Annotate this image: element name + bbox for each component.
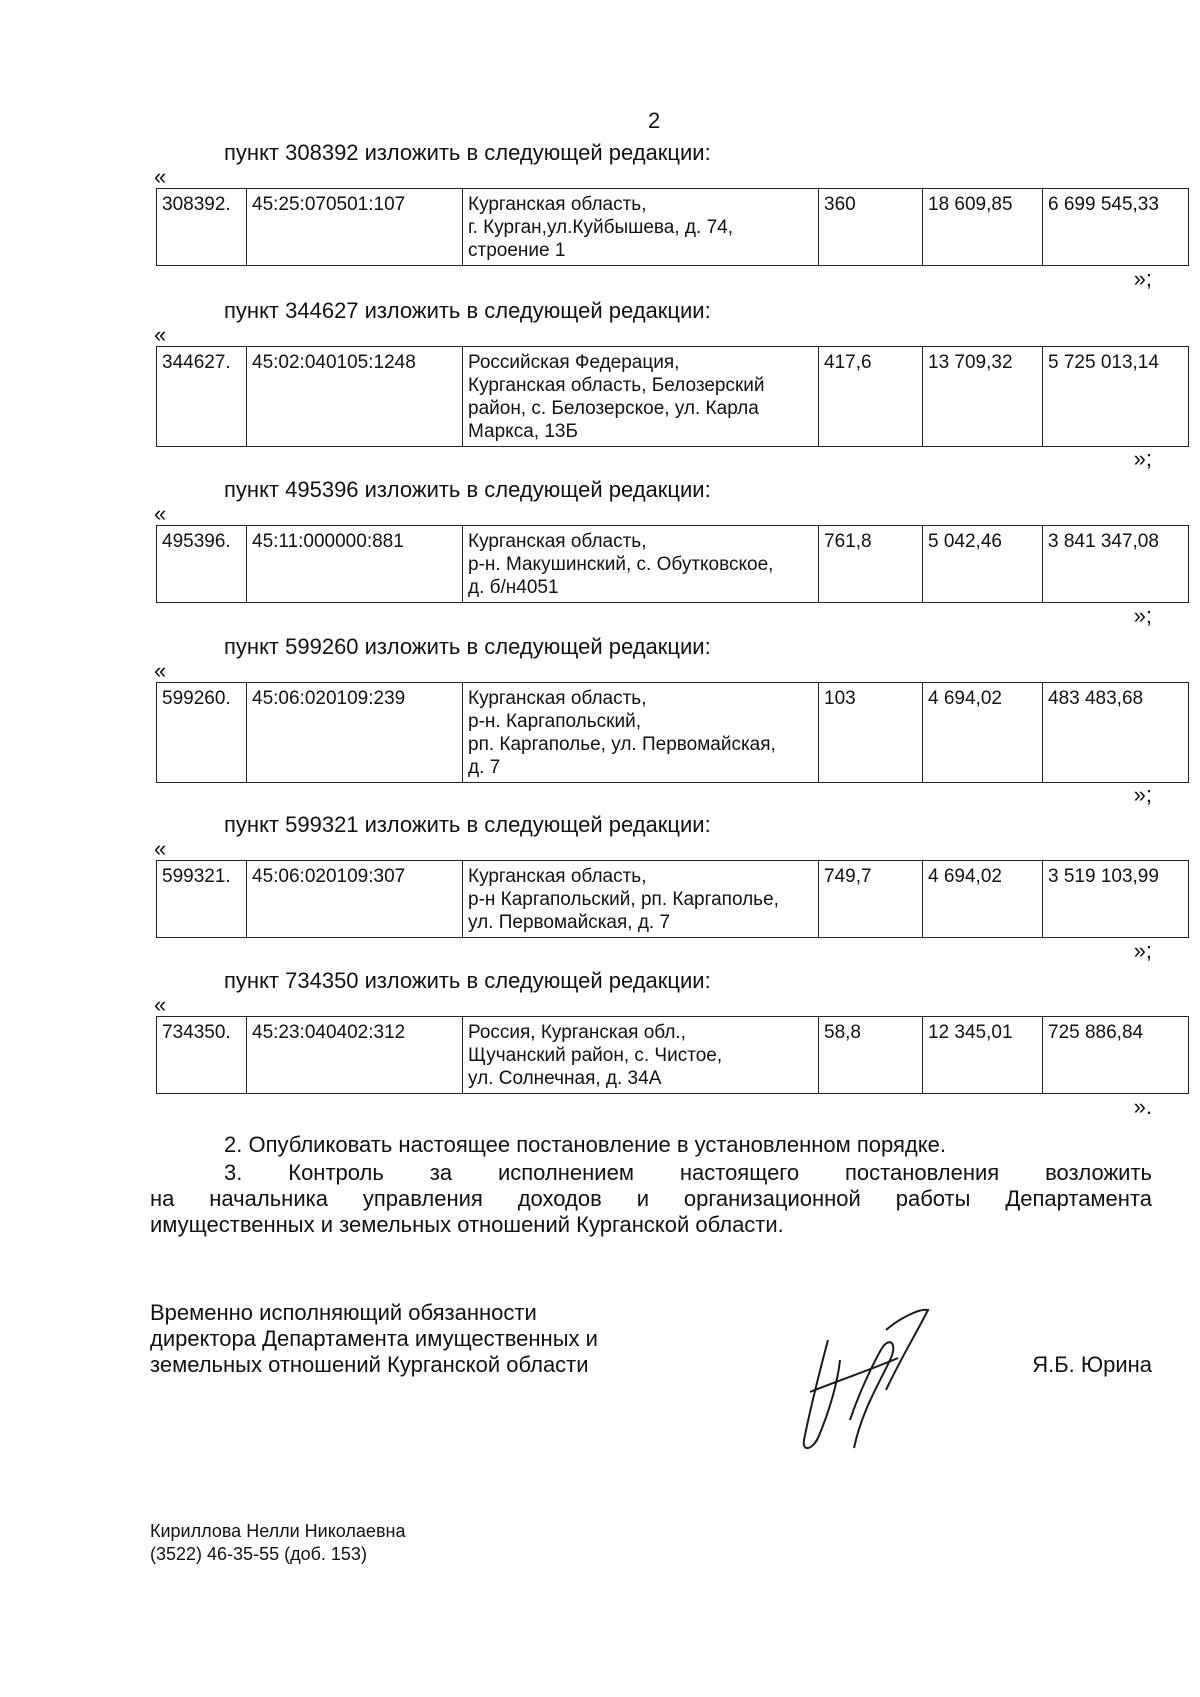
cadastral-value-cell: 6 699 545,33 — [1043, 189, 1189, 266]
open-quote: « — [154, 836, 167, 861]
table-row — [157, 861, 1189, 938]
handwritten-signature — [790, 1300, 950, 1460]
item-number-cell: 308392. — [157, 189, 247, 266]
item-number-cell: 495396. — [157, 526, 247, 603]
table-row — [157, 347, 1189, 447]
item-heading: пункт 495396 изложить в следующей редакции: — [224, 477, 711, 502]
clause-3-line-1: 3. Контроль за исполнением настоящего постановления возложить — [224, 1160, 1152, 1185]
address-line: район, с. Белозерское, ул. Карла — [468, 398, 759, 419]
area-cell: 749,7 — [819, 861, 923, 938]
area-cell: 417,6 — [819, 347, 923, 447]
clause-3-line-2: на начальника управления доходов и организационной работы Департамента — [150, 1186, 1152, 1211]
area-cell: 58,8 — [819, 1017, 923, 1094]
entry-table — [156, 346, 1189, 447]
table-row — [157, 1017, 1189, 1094]
specific-value-cell: 18 609,85 — [923, 189, 1043, 266]
close-quote: ». — [1133, 1094, 1152, 1119]
open-quote: « — [154, 322, 167, 347]
clause-2: 2. Опубликовать настоящее постановление в установленном порядке. — [224, 1132, 946, 1157]
entry-table — [156, 860, 1189, 938]
address-line: Россия, Курганская обл., — [468, 1022, 686, 1043]
item-number-cell: 734350. — [157, 1017, 247, 1094]
area-cell: 360 — [819, 189, 923, 266]
close-quote: »; — [1133, 603, 1152, 628]
address-line: ул. Первомайская, д. 7 — [468, 912, 671, 933]
specific-value-cell: 13 709,32 — [923, 347, 1043, 447]
table-row — [157, 683, 1189, 783]
entry-table — [156, 525, 1189, 603]
address-cell — [463, 189, 819, 266]
executor-phone: (3522) 46-35-55 (доб. 153) — [150, 1544, 367, 1564]
address-line: Курганская область, Белозерский — [468, 375, 765, 396]
item-number-cell: 599321. — [157, 861, 247, 938]
address-cell — [463, 526, 819, 603]
cadastral-value-cell: 483 483,68 — [1043, 683, 1189, 783]
entry-table — [156, 188, 1189, 266]
item-heading: пункт 344627 изложить в следующей редакции: — [224, 298, 711, 323]
cadastral-number-cell: 45:02:040105:1248 — [247, 347, 463, 447]
open-quote: « — [154, 164, 167, 189]
position-line-3: земельных отношений Курганской области — [150, 1352, 589, 1377]
item-number-cell: 344627. — [157, 347, 247, 447]
item-heading: пункт 308392 изложить в следующей редакции: — [224, 140, 711, 165]
area-cell: 103 — [819, 683, 923, 783]
table-row — [157, 189, 1189, 266]
item-heading: пункт 599321 изложить в следующей редакции: — [224, 812, 711, 837]
cadastral-number-cell: 45:11:000000:881 — [247, 526, 463, 603]
position-line-1: Временно исполняющий обязанности — [150, 1300, 537, 1325]
executor-info — [150, 1520, 405, 1566]
address-cell — [463, 1017, 819, 1094]
position-line-2: директора Департамента имущественных и — [150, 1326, 598, 1351]
address-line: р-н. Каргапольский, — [468, 711, 641, 732]
item-heading: пункт 734350 изложить в следующей редакции: — [224, 968, 711, 993]
address-line: г. Курган,ул.Куйбышева, д. 74, — [468, 217, 733, 238]
specific-value-cell: 12 345,01 — [923, 1017, 1043, 1094]
address-line: ул. Солнечная, д. 34А — [468, 1068, 662, 1089]
cadastral-value-cell: 3 841 347,08 — [1043, 526, 1189, 603]
address-cell — [463, 861, 819, 938]
address-line: р-н Каргапольский, рп. Каргаполье, — [468, 889, 779, 910]
address-line: Курганская область, — [468, 866, 647, 887]
address-cell — [463, 347, 819, 447]
specific-value-cell: 4 694,02 — [923, 861, 1043, 938]
address-line: р-н. Макушинский, с. Обутковское, — [468, 554, 774, 575]
table-row — [157, 526, 1189, 603]
open-quote: « — [154, 501, 167, 526]
address-line: Щучанский район, с. Чистое, — [468, 1045, 723, 1066]
open-quote: « — [154, 992, 167, 1017]
close-quote: »; — [1133, 266, 1152, 291]
entry-table — [156, 1016, 1189, 1094]
cadastral-number-cell: 45:25:070501:107 — [247, 189, 463, 266]
entry-table — [156, 682, 1189, 783]
open-quote: « — [154, 658, 167, 683]
address-line: рп. Каргаполье, ул. Первомайская, — [468, 734, 776, 755]
signatory-position — [150, 1300, 598, 1378]
cadastral-number-cell: 45:06:020109:239 — [247, 683, 463, 783]
address-line: Маркса, 13Б — [468, 421, 578, 442]
cadastral-value-cell: 5 725 013,14 — [1043, 347, 1189, 447]
close-quote: »; — [1133, 782, 1152, 807]
close-quote: »; — [1133, 446, 1152, 471]
cadastral-number-cell: 45:23:040402:312 — [247, 1017, 463, 1094]
address-cell — [463, 683, 819, 783]
cadastral-value-cell: 725 886,84 — [1043, 1017, 1189, 1094]
clause-3-line-3: имущественных и земельных отношений Курганской области. — [150, 1212, 784, 1237]
page-number: 2 — [648, 108, 661, 133]
address-line: Курганская область, — [468, 531, 647, 552]
item-heading: пункт 599260 изложить в следующей редакции: — [224, 634, 711, 659]
item-number-cell: 599260. — [157, 683, 247, 783]
cadastral-number-cell: 45:06:020109:307 — [247, 861, 463, 938]
address-line: д. 7 — [468, 757, 501, 778]
address-line: д. б/н4051 — [468, 577, 559, 598]
area-cell: 761,8 — [819, 526, 923, 603]
close-quote: »; — [1133, 938, 1152, 963]
signer-name: Я.Б. Юрина — [1032, 1352, 1152, 1377]
address-line: Курганская область, — [468, 194, 647, 215]
specific-value-cell: 4 694,02 — [923, 683, 1043, 783]
specific-value-cell: 5 042,46 — [923, 526, 1043, 603]
address-line: Курганская область, — [468, 688, 647, 709]
address-line: строение 1 — [468, 240, 566, 261]
cadastral-value-cell: 3 519 103,99 — [1043, 861, 1189, 938]
address-line: Российская Федерация, — [468, 352, 680, 373]
executor-name: Кириллова Нелли Николаевна — [150, 1521, 406, 1541]
